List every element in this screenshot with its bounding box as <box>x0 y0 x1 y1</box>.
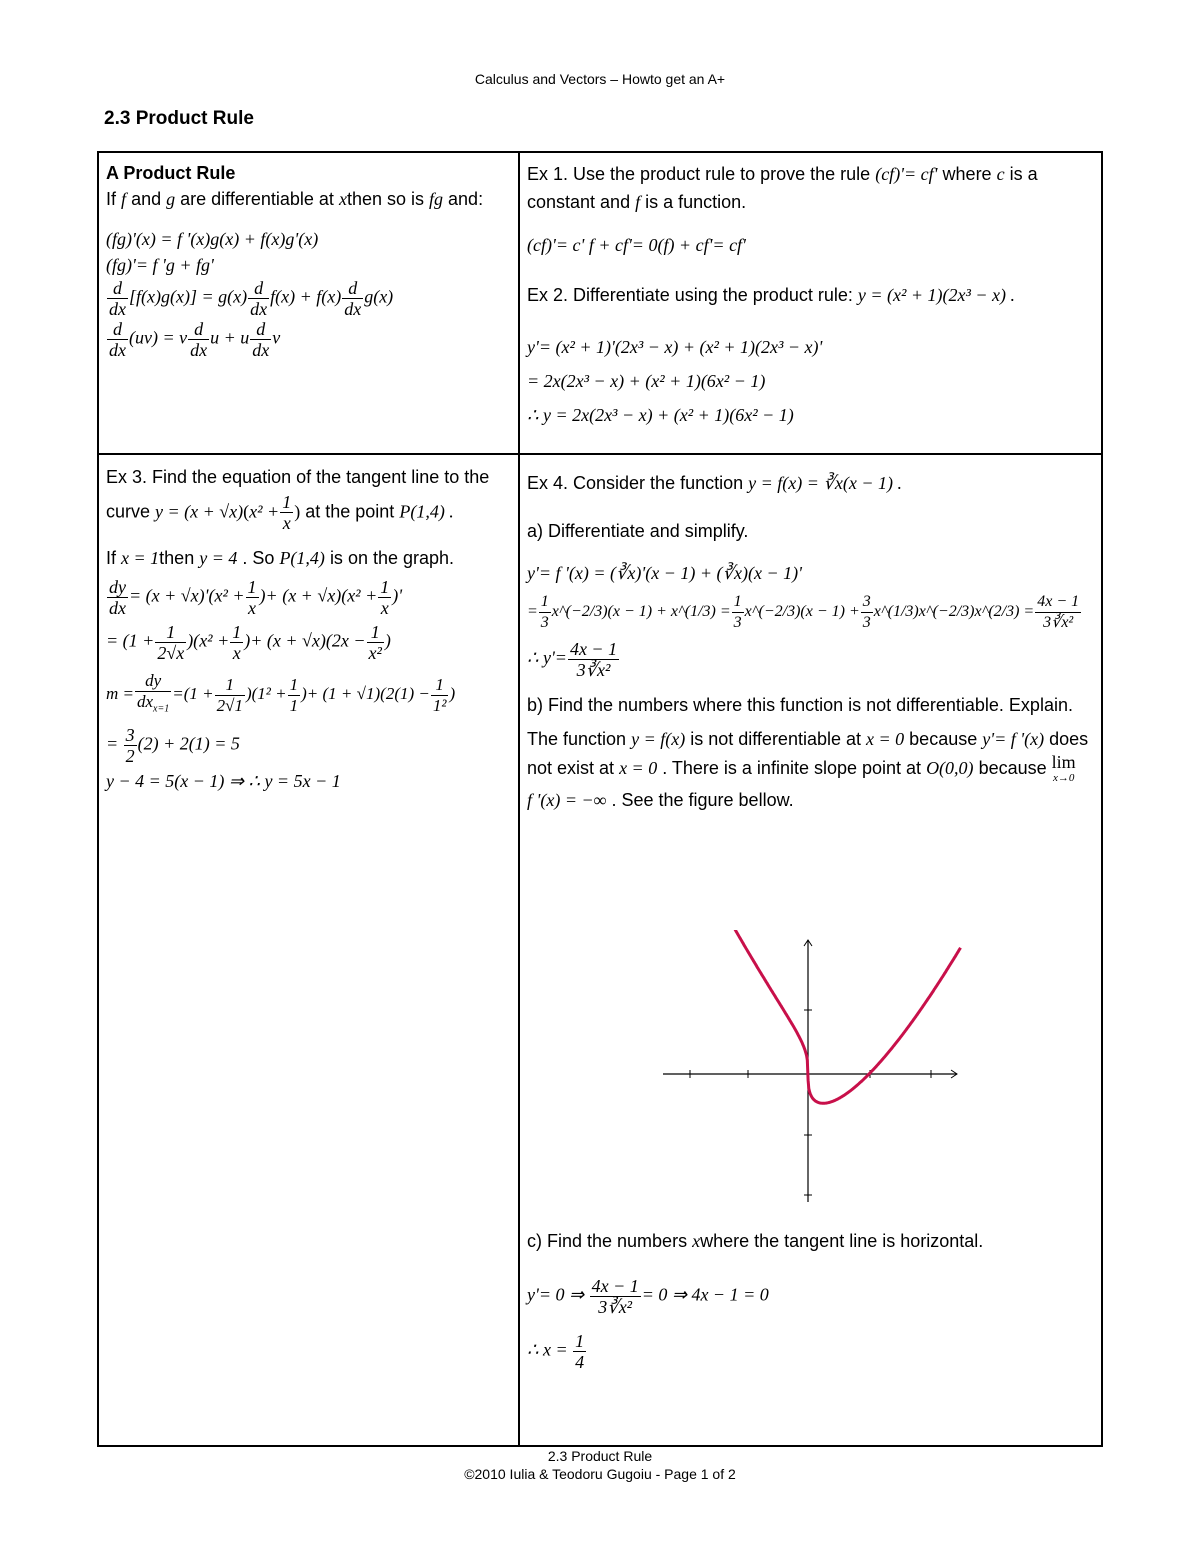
text: does not exist at <box>527 729 1089 778</box>
text: because <box>909 729 978 749</box>
den: 3 <box>862 614 871 631</box>
dx: dx <box>252 340 270 360</box>
num: 3 <box>861 592 873 613</box>
fraction <box>107 577 128 618</box>
part-a-line-1: y'= f '(x) = (∛x)'(x − 1) + (∛x)(x − 1)' <box>527 563 802 583</box>
d: d <box>107 278 128 299</box>
section-title: 2.3 Product Rule <box>104 108 254 129</box>
ex3-statement <box>106 462 511 533</box>
math: y = (x + √x) <box>155 501 244 522</box>
den-text: dx <box>137 692 154 711</box>
d: d <box>248 278 269 299</box>
den: 3∛x² <box>1043 614 1074 631</box>
text: . So <box>242 548 275 568</box>
eq-part: x² + <box>199 630 230 651</box>
page-footer <box>0 1447 1200 1483</box>
eq-part: + (1 + √1) <box>306 684 381 704</box>
num: 1 <box>289 674 299 694</box>
fraction <box>246 577 259 618</box>
page-header: Calculus and Vectors – Howto get an A+ <box>474 71 726 87</box>
num: 1 <box>247 577 257 597</box>
text: is a function. <box>645 192 747 212</box>
text: and <box>131 189 162 209</box>
fraction <box>568 639 619 680</box>
math: x² + <box>249 501 280 522</box>
den: x² <box>368 643 382 663</box>
eq-part: = <box>527 603 538 621</box>
cell-example-3 <box>106 462 511 794</box>
num: 1 <box>575 1331 585 1351</box>
eq-part: 1 + <box>189 684 214 704</box>
den: 3 <box>540 614 549 631</box>
part-b-title: b) Find the numbers where this function is not differentiable. Explain. <box>527 695 1073 715</box>
den: 2√1 <box>216 695 243 715</box>
part-a-line-3 <box>527 639 1095 680</box>
d: d <box>342 278 363 299</box>
eq-part: x^(−2/3)(x − 1) + x^(1/3) = <box>551 603 731 621</box>
den: 2 <box>125 746 135 767</box>
num: 4x − 1 <box>591 1276 639 1296</box>
cell-examples-1-2 <box>527 160 1095 432</box>
text: then <box>159 548 195 568</box>
fraction <box>732 592 744 633</box>
text: is not differentiable at <box>690 729 861 749</box>
part-b-explanation <box>527 725 1095 815</box>
eq-part: f(x) + f(x) <box>270 286 342 307</box>
ex3-line-4: = $\frac{3}{2}$ (2) + 2(1) = 5 <box>106 725 240 767</box>
num: dy <box>109 577 126 597</box>
ex1-statement <box>527 160 1095 216</box>
eq-part: = <box>172 684 184 704</box>
fraction <box>215 675 245 716</box>
part-a-line-2 <box>527 592 1095 633</box>
table-divider-vertical <box>518 151 520 1447</box>
text: Ex 4. Consider the function <box>527 473 744 493</box>
footer-line-1: 2.3 Product Rule <box>547 1448 653 1464</box>
num: 1 <box>431 675 449 696</box>
text: . There is a infinite slope point at <box>662 758 922 778</box>
fraction <box>590 1276 641 1317</box>
subscript: x=1 <box>153 703 170 715</box>
den: dx <box>109 598 126 618</box>
num: 1 <box>367 622 384 643</box>
math-g: g <box>166 189 176 209</box>
num: 1 <box>215 675 245 696</box>
eq-part: + (x + √x) <box>250 630 326 651</box>
dx: dx <box>109 340 126 360</box>
text: Ex 2. Differentiate using the product rule: <box>527 285 853 305</box>
den: x <box>380 598 389 618</box>
math: f '(x) = −∞ <box>527 790 607 810</box>
cell-product-rule <box>106 160 511 360</box>
paren: ( <box>243 501 250 522</box>
eq-part: = <box>106 630 123 651</box>
num: 1 <box>282 492 292 512</box>
eq-part: = 0 ⇒ 4x − 1 = 0 <box>641 1284 769 1305</box>
function-curve <box>662 930 961 1103</box>
eq-part: x² + <box>347 585 378 606</box>
text: . See the figure bellow. <box>611 790 794 810</box>
d: d <box>107 319 128 340</box>
eq-part: v <box>272 327 281 348</box>
math: y = f(x) <box>631 729 686 749</box>
math: y = 4 <box>199 548 238 568</box>
fraction <box>155 622 186 663</box>
den: 3∛x² <box>576 660 611 680</box>
math-c: c <box>996 164 1005 184</box>
ex3-line-2: = (1 + $\frac{1}{2√x}$ )(x² + $\frac{1}{x}$ )+ (x + √x)(2x − $\frac{1}{\text{x²}}$ ) <box>106 622 391 663</box>
text: at the point <box>305 501 395 522</box>
eq-part: ∴ y'= <box>527 647 567 668</box>
math: O(0,0) <box>926 758 974 778</box>
math: y'= f '(x) <box>982 729 1045 749</box>
den: 1 <box>289 695 299 715</box>
eq-part: x^(1/3)x^(−2/3)x^(2/3) = <box>873 603 1035 621</box>
text: is on the graph. <box>329 548 455 568</box>
equation-4 <box>106 319 511 360</box>
eq-part: 2(1) − <box>385 684 430 704</box>
den: x <box>248 598 257 618</box>
lim: lim <box>1051 752 1076 772</box>
text: The function <box>527 729 627 749</box>
table-divider-horizontal <box>97 453 1103 455</box>
eq-part: u + u <box>210 327 250 348</box>
eq-part: x² + <box>214 585 245 606</box>
eq-part: (uv) = v <box>129 327 188 348</box>
eq-part: x^(−2/3)(x − 1) + <box>744 603 860 621</box>
function-graph <box>655 930 965 1210</box>
math-point: P(1,4) . <box>399 501 454 522</box>
text: then so is <box>346 189 424 209</box>
den: 2√x <box>157 643 185 663</box>
cell-example-4 <box>527 470 1095 815</box>
ex3-line-1: $\frac{dy}{dx}$ = (x + √x)'(x² + $\frac{1}{x}$ )+ (x + √x)(x² + $\frac{1}{x}$ )' <box>109 577 403 618</box>
paren: ) <box>294 501 301 522</box>
fraction <box>573 1331 586 1372</box>
cell-title: A Product Rule <box>106 163 236 183</box>
product-rule-statement <box>106 186 511 212</box>
den: x <box>282 513 291 533</box>
fraction <box>367 622 384 663</box>
num: 1 <box>232 622 242 642</box>
fraction <box>1035 592 1081 633</box>
math-function: y = (x² + 1)(2x³ − x) . <box>857 285 1016 305</box>
ex3-line-3: m = $\frac{dy}{dx_{x=1}}$ =(1 + $\frac{1}{2√1}$ )(1² + $\frac{1}{1}$ )+ (1 + √1)(2(1) − $\frac{1}{\text{1²}}$ ) <box>106 671 511 719</box>
num: 1 <box>155 622 186 643</box>
den <box>135 692 171 719</box>
num: 1 <box>539 592 551 613</box>
math-rule: (cf)'= cf' <box>875 164 938 184</box>
eq-part: + (x + √x) <box>265 585 342 606</box>
math: x = 0 <box>866 729 905 749</box>
num: 3 <box>125 725 135 746</box>
num: dy <box>135 671 171 692</box>
eq-part: y'= 0 ⇒ <box>527 1284 585 1305</box>
part-c-title <box>527 1228 1095 1254</box>
cell-example-4-part-c <box>527 1228 1095 1372</box>
eq-part: 1² + <box>257 684 287 704</box>
x-axis <box>663 1070 957 1078</box>
math-x: x <box>338 189 347 209</box>
equation-2: (fg)'= f 'g + fg' <box>106 255 214 275</box>
dx: dx <box>250 299 268 319</box>
math-f: f <box>635 192 641 212</box>
den: 4 <box>575 1352 585 1372</box>
math-fg: fg <box>429 189 444 209</box>
lim-subscript: x→0 <box>1052 772 1075 784</box>
part-c-line-1 <box>527 1276 1095 1317</box>
fraction <box>378 577 391 618</box>
text: If <box>106 548 117 568</box>
ex2-statement <box>527 282 1095 308</box>
text: is a constant and <box>527 164 1038 212</box>
math: P(1,4) <box>279 548 325 568</box>
num: 1 <box>732 592 744 613</box>
dx: dx <box>190 340 208 360</box>
d: d <box>188 319 209 340</box>
eq-part: = (x + √x)' <box>129 585 209 606</box>
text: are differentiable at <box>180 189 334 209</box>
eq-part: ∴ x = <box>527 1339 568 1360</box>
equation-1: (fg)'(x) = f '(x)g(x) + f(x)g'(x) <box>106 229 319 249</box>
ex2-line-3: ∴ y = 2x(2x³ − x) + (x² + 1)(6x² − 1) <box>527 405 794 425</box>
equation-3 <box>106 278 511 319</box>
ex2-line-2: = 2x(2x³ − x) + (x² + 1)(6x² − 1) <box>527 371 766 391</box>
eq-part: (2) + 2(1) = 5 <box>137 734 240 755</box>
math: x = 0 <box>619 758 658 778</box>
text: where <box>942 164 992 184</box>
eq-part: [f(x)g(x)] = g(x) <box>129 286 248 307</box>
fraction <box>280 492 293 533</box>
fraction <box>431 675 449 716</box>
eq-part: 1 + <box>128 630 155 651</box>
text: c) Find the numbers <box>527 1231 688 1251</box>
math: x = 1 <box>121 548 160 568</box>
dx: dx <box>109 299 126 319</box>
ex3-check <box>106 545 511 571</box>
ex1-equation: (cf)'= c' f + cf'= 0(f) + cf'= cf' <box>527 235 746 255</box>
math-x: x <box>692 1231 701 1251</box>
fraction <box>230 622 243 663</box>
ex3-line-5: y − 4 = 5(x − 1) ⇒ ∴ y = 5x − 1 <box>106 771 341 792</box>
den: 3∛x² <box>598 1297 633 1317</box>
eq-part: m = <box>106 684 134 704</box>
text: where the tangent line is horizontal. <box>700 1231 984 1251</box>
num: 4x − 1 <box>1035 592 1081 613</box>
ex2-line-1: y'= (x² + 1)'(2x³ − x) + (x² + 1)(2x³ − x)' <box>527 337 823 357</box>
den: x <box>232 643 241 663</box>
limit <box>1052 754 1076 786</box>
text: because <box>978 758 1047 778</box>
eq-part: 2x − <box>331 630 366 651</box>
ex4-statement <box>527 470 1095 496</box>
eq-part: g(x) <box>364 286 394 307</box>
fraction <box>861 592 873 633</box>
footer-line-2: ©2010 Iulia & Teodoru Gugoiu - Page 1 of 2 <box>464 1466 736 1482</box>
math-function: y = f(x) = ∛x(x − 1) . <box>748 473 902 493</box>
part-a-title: a) Differentiate and simplify. <box>527 521 749 541</box>
text: Ex 3. Find the equation of the tangent line to the curve <box>106 467 490 522</box>
fraction <box>539 592 551 633</box>
num: 1 <box>380 577 390 597</box>
fraction <box>124 725 137 766</box>
den: 1² <box>432 695 447 715</box>
text: and: <box>448 189 484 209</box>
math-f: f <box>121 189 127 209</box>
text: Ex 1. Use the product rule to prove the rule <box>527 164 871 184</box>
text: If <box>106 189 117 209</box>
den: 3 <box>733 614 742 631</box>
num: 4x − 1 <box>569 639 618 659</box>
fraction <box>135 671 171 719</box>
part-c-line-2 <box>527 1331 1095 1372</box>
dx: dx <box>344 299 362 319</box>
fraction <box>288 675 301 716</box>
d: d <box>250 319 271 340</box>
